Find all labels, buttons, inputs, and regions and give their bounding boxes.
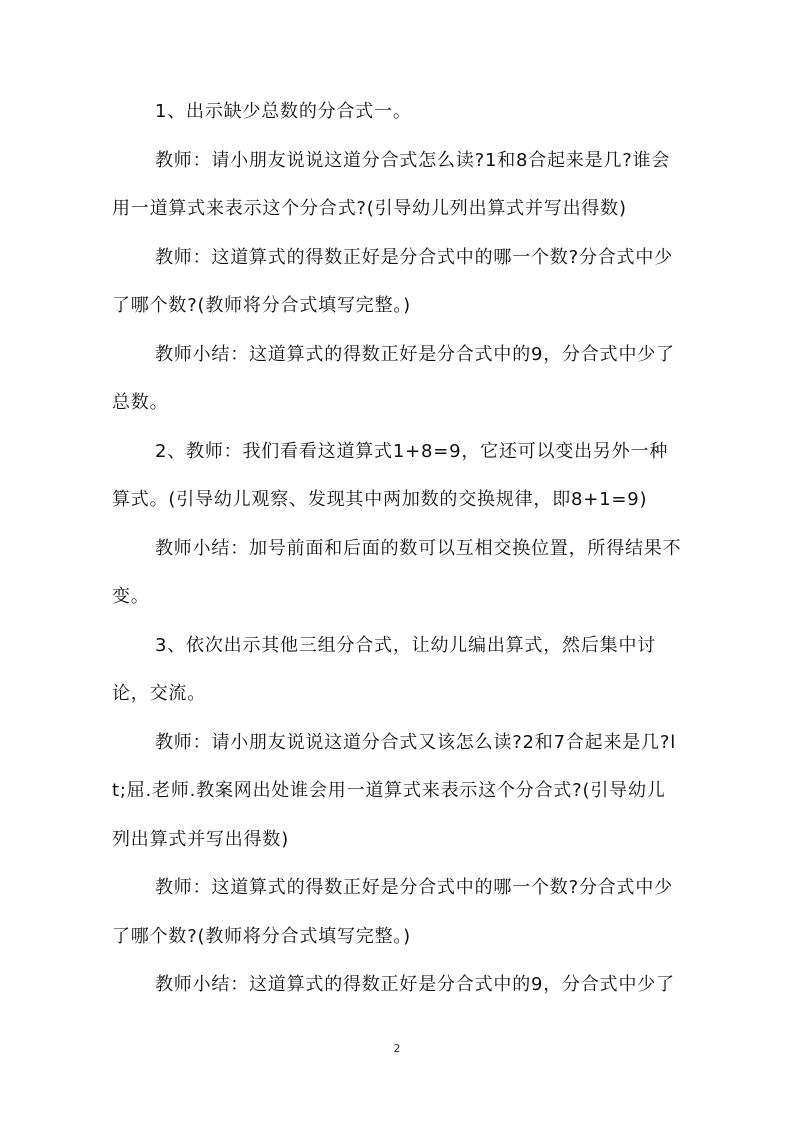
document-body (112, 88, 682, 1010)
paragraph-7: 3、依次出示其他三组分合式，让幼儿编出算式，然后集中讨论，交流。 (112, 634, 657, 704)
paragraph-4: 教师小结：这道算式的得数正好是分合式中的9，分合式中少了总数。 (112, 343, 675, 413)
paragraph-9: 教师：这道算式的得数正好是分合式中的哪一个数?分合式中少了哪个数?(教师将分合式填写完整。) (112, 877, 673, 947)
paragraph-3: 教师：这道算式的得数正好是分合式中的哪一个数?分合式中少了哪个数?(教师将分合式填写完整。) (112, 246, 673, 316)
page-number: 2 (393, 1042, 401, 1055)
paragraph-10: 教师小结：这道算式的得数正好是分合式中的9，分合式中少了 (155, 974, 675, 995)
paragraph-6: 教师小结：加号前面和后面的数可以互相交换位置，所得结果不变。 (112, 537, 682, 607)
paragraph-2: 教师：请小朋友说说这道分合式怎么读?1和8合起来是几?谁会用一道算式来表示这个分合式?(引导幼儿列出算式并写出得数) (112, 149, 671, 219)
paragraph-1: 1、出示缺少总数的分合式一。 (155, 101, 412, 122)
paragraph-8: 教师：请小朋友说说这道分合式又该怎么读?2和7合起来是几?lt;屈.老师.教案网出处谁会用一道算式来表示这个分合式?(引导幼儿列出算式并写出得数) (112, 731, 677, 850)
paragraph-5: 2、教师：我们看看这道算式1+8=9，它还可以变出另外一种算式。(引导幼儿观察、发现其中两加数的交换规律，即8+1=9) (112, 440, 669, 510)
